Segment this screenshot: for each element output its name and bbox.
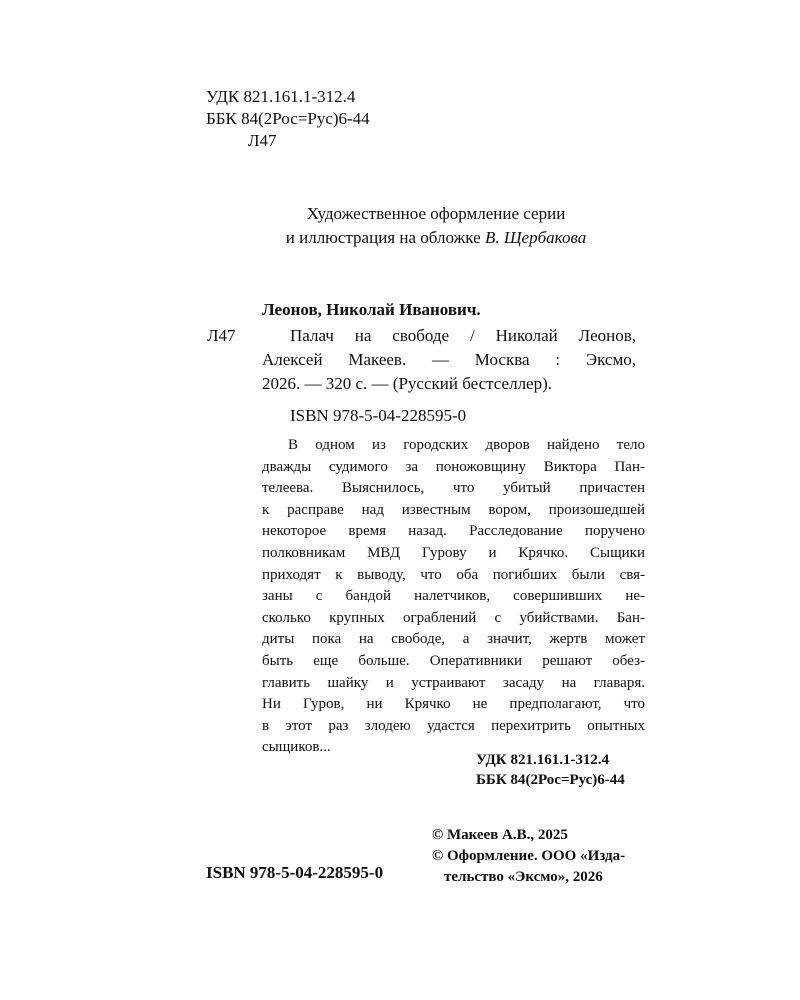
annotation-line: некоторое время назад. Расследование поручено [262, 523, 645, 540]
bottom-udk-code: УДК 821.161.1-312.4 [476, 752, 610, 768]
copyright-line-2: © Оформление. ООО «Изда- [432, 848, 626, 864]
design-credit-line-2 [240, 226, 632, 250]
udk-code: УДК 821.161.1-312.4 [206, 87, 356, 106]
annotation-line: заны с бандой налетчиков, совершивших не- [262, 588, 645, 605]
design-credit-line-1: Художественное оформление серии [306, 204, 566, 223]
top-classification-block [206, 86, 370, 152]
author-sign: Л47 [248, 131, 277, 150]
copyright-line-3: тельство «Эксмо», 2026 [444, 869, 603, 885]
annotation-line: В одном из городских дворов найдено тело [288, 437, 645, 453]
isbn-bottom: ISBN 978-5-04-228595-0 [206, 863, 384, 882]
annotation-line: диты пока на свободе, а значит, жертв может [262, 631, 645, 648]
catalog-isbn: ISBN 978-5-04-228595-0 [290, 406, 467, 425]
copyright-block [432, 825, 625, 888]
bottom-classification-block [476, 750, 625, 790]
annotation-line: сколько крупных ограблений с убийствами. Бан- [262, 609, 645, 626]
annotation-line: телеева. Выяснилось, что убитый причастен [262, 480, 645, 497]
annotation-line: приходят к выводу, что оба погибших были свя- [262, 566, 645, 583]
annotation-line: к расправе над известным вором, произошедшей [262, 501, 645, 518]
bottom-bbk-code: ББК 84(2Рос=Рус)6-44 [476, 772, 625, 788]
annotation-line: главить шайку и устраивают засаду на главаря. [262, 674, 645, 691]
annotation-line: сыщиков... [262, 739, 331, 756]
annotation [262, 435, 645, 759]
illustrator-name: В. Щербакова [484, 228, 587, 247]
annotation-line: быть еще больше. Оперативники решают обез- [262, 652, 645, 669]
author-heading: Леонов, Николай Иванович. [262, 300, 481, 319]
bbk-code: ББК 84(2Рос=Рус)6-44 [206, 109, 370, 128]
copyright-line-1: © Макеев А.В., 2025 [432, 827, 568, 843]
biblio-line: Алексей Макеев. — Москва : Эксмо, [262, 350, 636, 369]
biblio-line: Палач на свободе / Николай Леонов, [290, 326, 636, 345]
bibliographic-description [262, 324, 636, 396]
catalog-author-sign: Л47 [207, 326, 236, 345]
design-credit [240, 202, 632, 250]
annotation-line: полковникам МВД Гурову и Крячко. Сыщики [262, 544, 645, 561]
design-credit-text: и иллюстрация на обложке [285, 228, 485, 247]
annotation-line: в этот раз злодею удастся перехитрить опытных [262, 717, 645, 734]
biblio-line: 2026. — 320 с. — (Русский бестселлер). [262, 374, 553, 393]
annotation-line: дважды судимого за поножовщину Виктора Пан- [262, 458, 645, 475]
annotation-line: Ни Гуров, ни Крячко не предполагают, что [262, 696, 645, 713]
